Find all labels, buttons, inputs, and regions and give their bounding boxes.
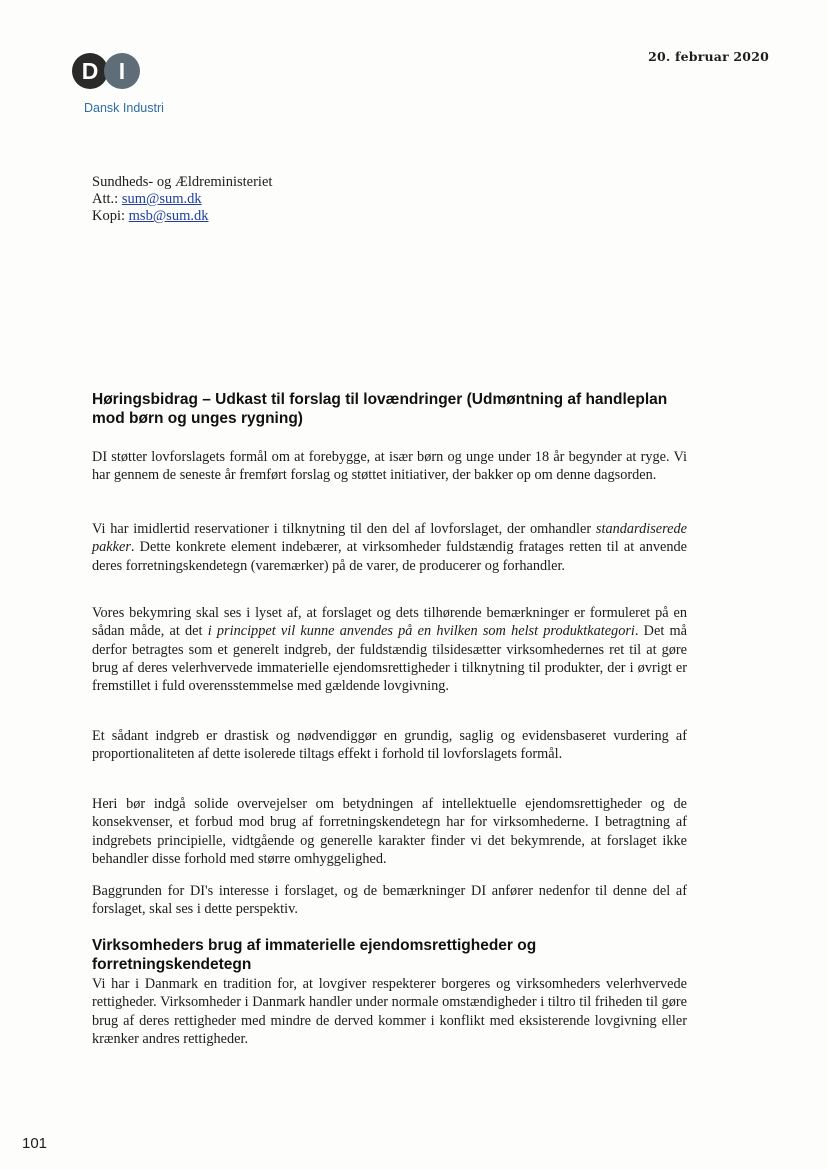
section-paragraph: Vi har i Danmark en tradition for, at lovgiver respekterer borgeres og virksomheders velerhvervede rettigheder. Virksomheder i Danmark handler under normale omstændigheder i tiltro til friheden til gøre brug af deres rettigheder med mindre de derved kommer i konflikt med eksisterende lovgivning eller krænker andres rettigheder. bbox=[92, 976, 687, 1047]
kopi-line bbox=[92, 208, 272, 225]
dansk-industri-logo bbox=[72, 50, 182, 92]
paragraph-2 bbox=[92, 520, 687, 575]
letter-date: 20. februar 2020 bbox=[648, 49, 769, 64]
paragraph-6: Baggrunden for DI's interesse i forslaget, og de bemærkninger DI anfører nedenfor til denne del af forslaget, skal ses i dette perspektiv. bbox=[92, 883, 687, 918]
paragraph-3-end: . Det må derfor betragtes som et generelt indgreb, der fuldstændig tilsidesætter virksomhedernes ret til at gøre brug af deres velerhvervede immaterielle ejendomsrettigheder i tilknytning til produkter, der i øvrigt er fremstillet i fuld overensstemmelse med gældende lovgivning. bbox=[92, 623, 687, 695]
document-title: Høringsbidrag – Udkast til forslag til lovændringer (Udmøntning af handleplan mod børn og unges rygning) bbox=[92, 391, 668, 427]
address-block bbox=[92, 174, 272, 225]
paragraph-3 bbox=[92, 604, 687, 695]
section-heading: Virksomheders brug af immaterielle ejendomsrettigheder og forretningskendetegn bbox=[92, 937, 537, 973]
att-email-link[interactable]: sum@sum.dk bbox=[121, 191, 202, 207]
logo-circle-i: I bbox=[104, 53, 140, 89]
kopi-label: Kopi: bbox=[92, 208, 126, 224]
page-number: 101 bbox=[22, 1135, 48, 1152]
paragraph-4: Et sådant indgreb er drastisk og nødvendiggør en grundig, saglig og evidensbaseret vurdering af proportionaliteten af dette isolerede tiltags effekt i forhold til lovforslagets formål. bbox=[92, 728, 687, 763]
paragraph-2-end: . Dette konkrete element indebærer, at virksomheder fuldstændig fratages retten til at anvende deres forretningskendetegn (varemærker) på de varer, de producerer og forhandler. bbox=[92, 539, 687, 574]
paragraph-1: DI støtter lovforslagets formål om at forebygge, at især børn og unge under 18 år begynder at ryge. Vi har gennem de seneste år fremført forslag og støttet initiativer, der bakker op om denne dagsorden. bbox=[92, 449, 687, 484]
paragraph-2-emphasis: standardiserede pakker bbox=[92, 521, 687, 556]
paragraph-3-emphasis: i princippet vil kunne anvendes på en hvilken som helst produktkategori bbox=[207, 623, 635, 640]
att-label: Att.: bbox=[92, 191, 119, 207]
paragraph-2-start: Vi har imidlertid reservationer i tilknytning til den del af lovforslaget, der omhandler bbox=[92, 521, 596, 537]
recipient-line: Sundheds- og Ældreministeriet bbox=[92, 174, 273, 190]
paragraph-5: Heri bør indgå solide overvejelser om betydningen af intellektuelle ejendomsrettigheder og de konsekvenser, et forbud mod brug af forretningskendetegn har for virksomhederne. I betragtning af indgrebets principielle, vidtgående og generelle karakter finder vi det bekymrende, at forslaget ikke behandler disse forhold med større omhyggelighed. bbox=[92, 796, 687, 867]
brand-name: Dansk Industri bbox=[84, 101, 164, 115]
logo-mark bbox=[72, 50, 182, 92]
kopi-email-link[interactable]: msb@sum.dk bbox=[128, 208, 209, 224]
att-line bbox=[92, 191, 272, 208]
logo-circle-d: D bbox=[72, 53, 108, 89]
paragraph-3-start: Vores bekymring skal ses i lyset af, at forslaget og dets tilhørende bemærkninger er formuleret på en sådan måde, at det bbox=[92, 605, 687, 640]
